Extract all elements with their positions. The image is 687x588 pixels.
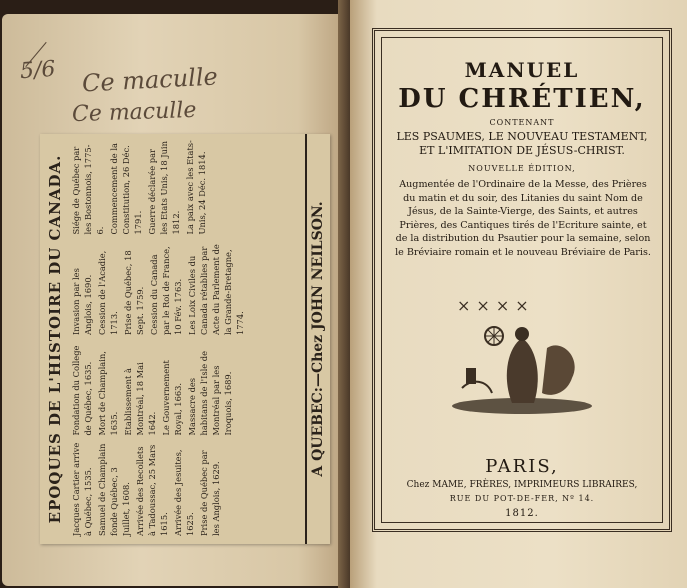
label-columns <box>70 140 290 536</box>
label-column-2 <box>70 341 290 436</box>
ornamental-border <box>372 28 672 532</box>
label-entry: Guerre déclarée par les Etats Unis, 18 Juin 1812. <box>147 141 181 235</box>
handwritten-note-2: Ce maculle <box>71 97 197 128</box>
label-entry: Prise de Québec par les Anglois, 1629. <box>199 450 221 536</box>
label-entry: Commencement de la Constitution, 26 Déc. 1791. <box>109 143 143 235</box>
label-entry: Cession de l'Acadie, 1713. <box>97 250 119 335</box>
label-entry: Invasion par les Anglois, 1690. <box>71 268 93 335</box>
label-entry: La paix avec les Etats-Unis, 24 Déc. 1814. <box>185 140 207 235</box>
label-entry: Jacques Cartier arrive à Québec, 1535. <box>71 442 93 536</box>
label-entry: Etablissement à Montréal, 18 Mai 1642. <box>123 362 157 436</box>
title-page <box>350 0 687 588</box>
label-entry: Les Loix Civiles du Canada rétablies par Acte du Parlement de la Grande-Bretagne, 1774. <box>187 244 245 335</box>
label-entry: Arrivée des Jesuites, 1625. <box>173 449 195 536</box>
left-endpaper <box>2 14 350 586</box>
place-of-publication: PARIS, <box>485 456 559 477</box>
handwritten-note-1: Ce maculle <box>81 62 219 98</box>
label-entry: Cession du Canada par le Roi de France, 10 Fév. 1763. <box>149 246 183 335</box>
title-line-2: DU CHRÉTIEN, <box>398 84 646 114</box>
label-title: EPOQUES DE L'HISTOIRE DU CANADA. <box>46 154 64 524</box>
label-column-3 <box>70 241 290 336</box>
inner-border <box>381 37 663 523</box>
edition-label: NOUVELLE ÉDITION, <box>468 164 576 173</box>
handwritten-number: 5/6 <box>19 56 57 85</box>
pasted-history-label <box>40 134 330 544</box>
label-entry: Massacre des habitans de l'Isle de Montréal par les Iroquois, 1689. <box>187 350 233 436</box>
publication-year: 1812. <box>505 508 539 519</box>
title-line-1: MANUEL <box>464 58 580 82</box>
allegorical-vignette <box>442 308 602 418</box>
label-entry: Le Gouvernement Royal, 1663. <box>161 360 183 436</box>
subtitle-line-1: LES PSAUMES, LE NOUVEAU TESTAMENT, <box>396 130 648 143</box>
label-entry: Prise de Québec, 18 Sept. 1759. <box>123 250 145 335</box>
subtitle-line-2: ET L'IMITATION DE JÉSUS-CHRIST. <box>419 144 625 157</box>
label-column-1 <box>70 442 290 537</box>
label-column-4 <box>70 140 290 235</box>
label-entry: Samuel de Champlain fonde Québec, 3 Juillet, 1608. <box>97 443 131 536</box>
publisher-line: Chez MAME, FRÈRES, IMPRIMEURS LIBRAIRES, <box>406 480 638 490</box>
label-entry: Arrivée des Recollets à Tadoussac, 25 Mars 1615. <box>135 444 169 536</box>
label-entry: Siége de Québec par les Bostonnois, 1775-6. <box>71 144 105 235</box>
label-imprint: A QUEBEC:—Chez JOHN NEILSON. <box>305 134 326 544</box>
label-entry: Fondation du College de Québec, 1635. <box>71 345 93 436</box>
handwritten-marks: ×××× <box>457 296 535 315</box>
contenant-label: CONTENANT <box>489 118 555 127</box>
label-entry: Mort de Champlain, 1635. <box>97 351 119 436</box>
address-line: RUE DU POT-DE-FER, Nº 14. <box>449 494 595 503</box>
description-text: Augmentée de l'Ordinaire de la Messe, des Prières du matin et du soir, des Litanies du saint Nom de Jésus, de la Sainte-Vierge, des Saints, et autres Prières, des Cantiques tirés de l'Ecriture sainte, et de la distribution du Psautier pour la semaine, selon le Bréviaire romain et le nouveau Bréviaire de Paris. <box>395 179 651 258</box>
